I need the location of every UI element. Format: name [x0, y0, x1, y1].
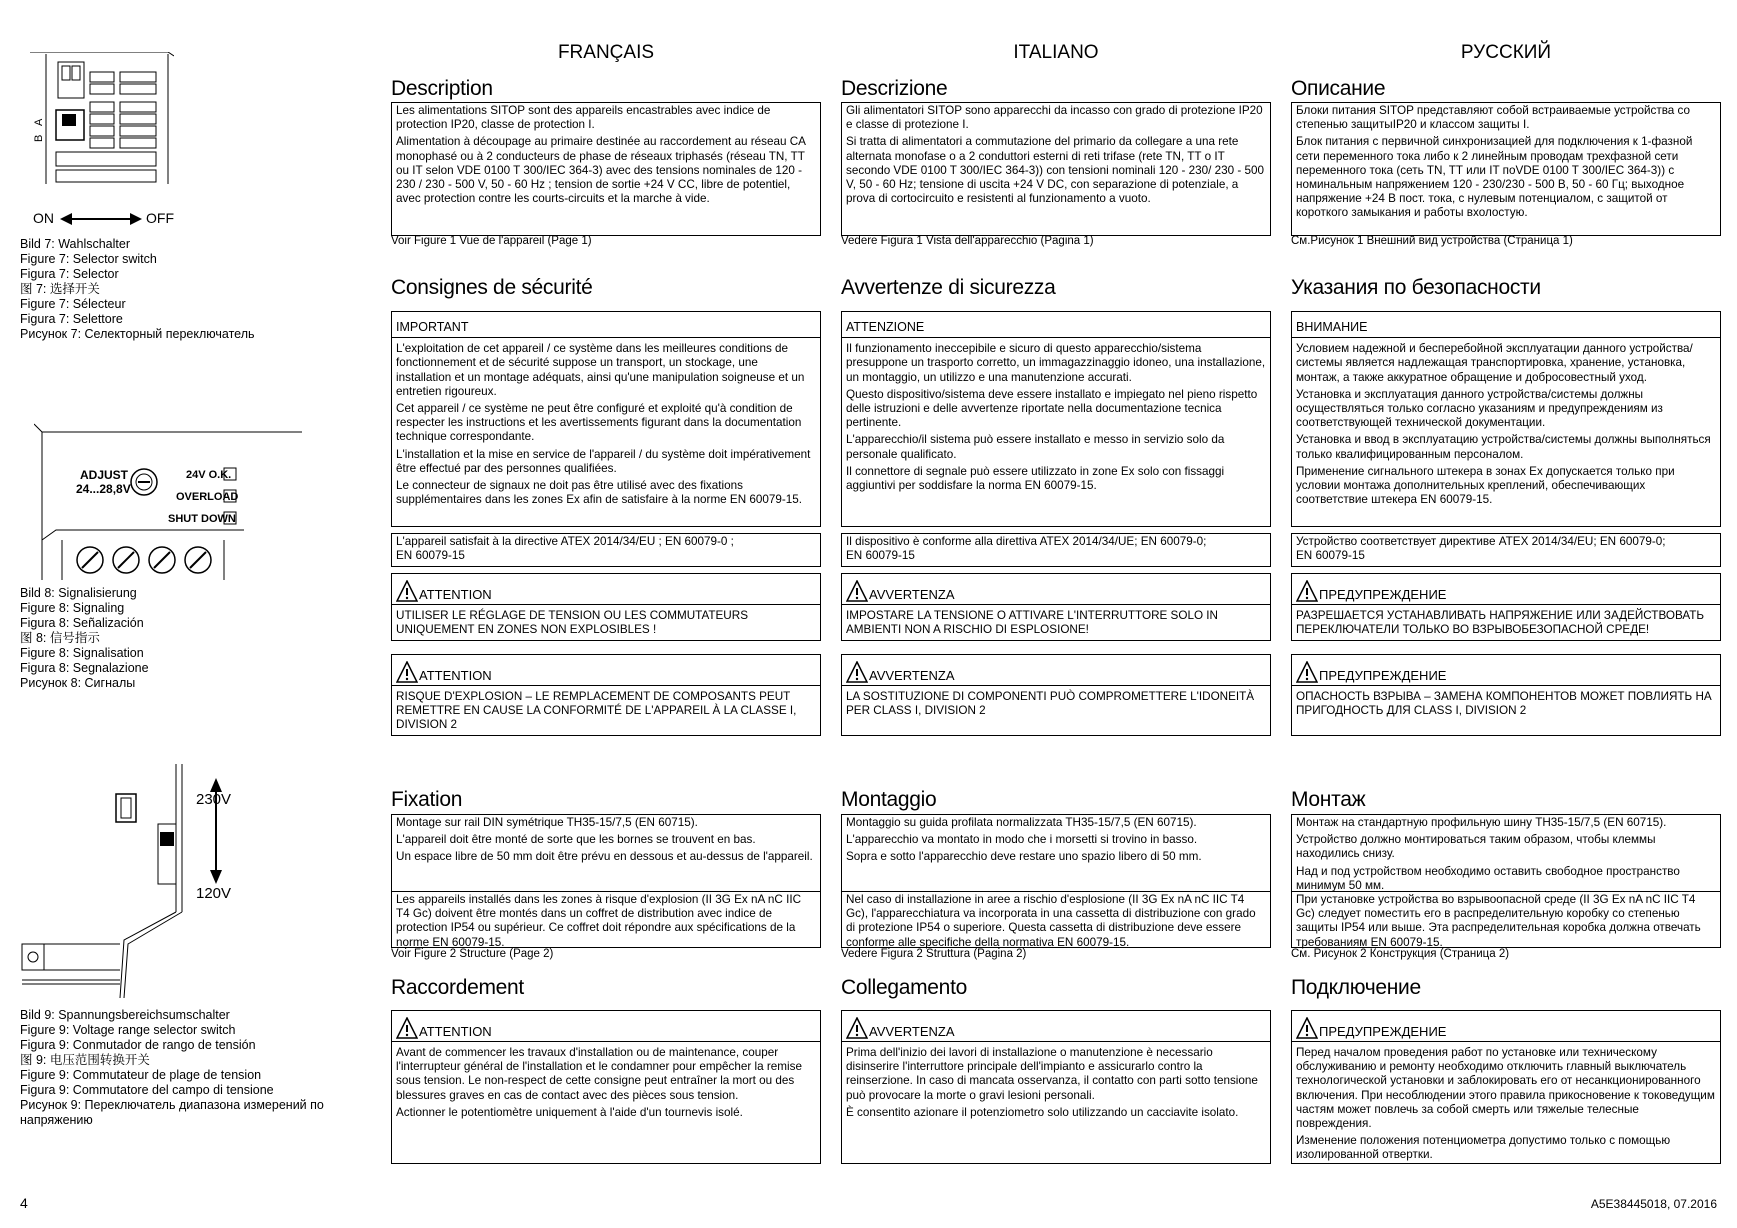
connection-paragraph: Prima dell'inizio dei lavori di installazione o manutenzione è necessario disinserire l'interruttore principale dell'impianto e assicurarlo contro la reinserzione. In caso di mancata osservanza, il contatto con parti sotto tensione può provocare la morte o gravi lesioni personali. [846, 1046, 1258, 1102]
warning-triangle-icon [1296, 580, 1318, 602]
warning-triangle-icon [1296, 1017, 1318, 1039]
safety-heading: Указания по безопасности [1291, 276, 1541, 299]
connection-heading: Collegamento [841, 976, 967, 999]
important-paragraph: Условием надежной и бесперебойной эксплуатации данного устройства/системы является надлежащая транспортировка, хранение, установка, монтаж, а также аккуратное обращение и добросовестный уход. [1296, 342, 1693, 384]
connection-paragraph: Изменение положения потенциометра допустимо только с помощью изолированной отвертки. [1296, 1134, 1671, 1162]
description-heading: Description [391, 77, 493, 100]
important-box [1291, 311, 1721, 527]
warning-box-1 [391, 573, 821, 641]
mounting-paragraph: Un espace libre de 50 mm doit être prévu en dessous et au-dessus de l'appareil. [396, 850, 813, 864]
atex-box: Il dispositivo è conforme alla direttiva ATEX 2014/34/UE; EN 60079-0; EN 60079-15 [841, 533, 1271, 567]
warning-title [1292, 656, 1720, 686]
safety-heading: Consignes de sécurité [391, 276, 593, 299]
mounting-ex-box: Nel caso di installazione in aree a rischio d'esplosione (II 3G Ex nA nC IIC T4 Gc), l'apparecchiatura va incorporata in una cassetta di distribuzione con grado di protezione IP54 o superiore. Questa cassetta di distribuzione deve essere conforme alle specifiche della normativa EN 60079-15. [841, 891, 1271, 948]
overload-label: OVERLOAD [176, 491, 239, 503]
safety-heading: Avvertenze di sicurezza [841, 276, 1056, 299]
description-paragraph: Gli alimentatori SITOP sono apparecchi da incasso con grado di protezione IP20 e classe di protezione I. [846, 104, 1263, 132]
connection-heading: Raccordement [391, 976, 524, 999]
description-paragraph: Alimentation à découpage au primaire destinée au raccordement au réseau CA monophasé ou à 2 conducteurs de phase de réseaux triphasés (réseau TN, TT ou IT selon VDE 0100 T 300/IEC 364-3) avec des tensions nominales de 120 - 230 / 230 - 500 V, 50 - 60 Hz ; tension de sortie +24 V CC, libre de potentiel, avec protection contre les courts-circuits et la marche à vide. [396, 135, 806, 206]
v230-label: 230V [196, 791, 232, 808]
warning-triangle-icon [396, 1017, 418, 1039]
warning-title [842, 1012, 1270, 1042]
description-heading: Descrizione [841, 77, 948, 100]
connection-warning-box [391, 1010, 821, 1164]
important-heading: ATTENZIONE [842, 312, 1270, 338]
mounting-paragraph: Устройство должно монтироваться таким образом, чтобы клеммы находились снизу. [1296, 833, 1656, 861]
connection-heading: Подключение [1291, 976, 1421, 999]
important-paragraph: Questo dispositivo/sistema deve essere installato e impiegato nel pieno rispetto delle istruzioni e delle avvertenze riportate nella documentazione tecnica pertinente. [846, 387, 1258, 430]
mounting-paragraph: Sopra e sotto l'apparecchio deve restare uno spazio libero di 50 mm. [846, 850, 1202, 864]
switch-label-a: A [33, 118, 45, 126]
important-box [391, 311, 821, 527]
mounting-paragraph: L'apparecchio va montato in modo che i morsetti si trovino in basso. [846, 833, 1198, 847]
ok-label: 24V O.K. [186, 469, 232, 481]
language-heading: FRANÇAIS [557, 42, 655, 63]
warning-text: RISQUE D'EXPLOSION – LE REMPLACEMENT DE COMPOSANTS PEUT REMETTRE EN CAUSE LA CONFORMITÉ DE L'APPAREIL À LA CLASSE I, DIVISION 2 [396, 690, 797, 732]
warning-title-text: AVVERTENZA [869, 1023, 955, 1039]
voltage-selector-figure [20, 764, 246, 998]
description-figure-note: Vedere Figura 1 Vista dell'apparecchio (Pagina 1) [841, 235, 1094, 247]
mounting-paragraph: Montage sur rail DIN symétrique TH35-15/7,5 (EN 60715). [396, 816, 698, 829]
warning-title [842, 575, 1270, 605]
adjust-label: ADJUST [80, 468, 129, 482]
warning-title-text: ATTENTION [419, 667, 492, 683]
mounting-paragraph: Монтаж на стандартную профильную шину TH35-15/7,5 (EN 60715). [1296, 816, 1667, 829]
mounting-figure-note: Vedere Figura 2 Struttura (Pagina 2) [841, 948, 1027, 960]
warning-text: РАЗРЕШАЕТСЯ УСТАНАВЛИВАТЬ НАПРЯЖЕНИЕ ИЛИ ЗАДЕЙСТВОВАТЬ ПЕРЕКЛЮЧАТЕЛИ ТОЛЬКО ВО ВЗРЫВОБЕЗОПАСНОЙ СРЕДЕ! [1296, 609, 1705, 637]
connection-paragraph: Actionner le potentiomètre uniquement à l'aide d'un tournevis isolé. [396, 1105, 743, 1119]
adjust-range-label: 24...28,8V [76, 482, 131, 496]
connection-warning-box [1291, 1010, 1721, 1164]
warning-box-1 [1291, 573, 1721, 641]
description-figure-note: См.Рисунок 1 Внешний вид устройства (Страница 1) [1291, 235, 1573, 247]
warning-box-2 [391, 654, 821, 736]
important-box [841, 311, 1271, 527]
mounting-ex-box: При установке устройства во взрывоопасной среде (II 3G Ex nA nC IIC T4 Gc) следует поместить его в распределительную коробку со степенью защиты IP54 или выше. Эта распределительная коробка должна отвечать требованиям EN 60079-15. [1291, 891, 1721, 948]
important-paragraph: Il connettore di segnale può essere utilizzato in zone Ex solo con fissaggi aggiuntivi per soddisfare la norma EN 60079-15. [846, 464, 1225, 493]
atex-box: L'appareil satisfait à la directive ATEX 2014/34/EU ; EN 60079-0 ; EN 60079-15 [391, 533, 821, 567]
figure-9-caption: Bild 9: Spannungsbereichsumschalter Figure 9: Voltage range selector switch Figura 9: Conmutador de rango de tensión 图 9: 电压范围转换开关 Figure 9: Commutateur de plage de tension Figura 9: Commutatore del campo di tensione Рисунок 9: Переключатель диапазона измерений по напряжению [20, 1008, 324, 1127]
important-paragraph: L'installation et la mise en service de l'appareil / du système doit impérativement être effectué par des personnes qualifiées. [396, 447, 811, 475]
mounting-figure-note: См. Рисунок 2 Конструкция (Страница 2) [1291, 948, 1510, 960]
warning-title-text: ATTENTION [419, 1023, 492, 1039]
page-number: 4 [20, 1195, 28, 1211]
figure-7-caption: Bild 7: Wahlschalter Figure 7: Selector switch Figura 7: Selector 图 7: 选择开关 Figure 7: Sélecteur Figura 7: Selettore Рисунок 7: Селекторный переключатель [20, 237, 255, 341]
important-paragraph: L'exploitation de cet appareil / ce système dans les meilleures conditions de fonctionnement et de sécurité suppose un transport, un stockage, une installation et un montage adéquats, ainsi qu'une manipulation soigneuse et un entretien rigoureux. [396, 342, 805, 398]
connection-paragraph: Перед началом проведения работ по установке или техническому обслуживанию и ремонту необходимо отключить главный выключатель технологической установки и заблокировать его от несанкционированного включения. При несоблюдении этого правила прикосновение к токоведущим частям может повлечь за собой смерть или тяжелые телесные повреждения. [1296, 1046, 1715, 1131]
warning-title-text: AVVERTENZA [869, 586, 955, 602]
warning-title [1292, 575, 1720, 605]
warning-title [842, 656, 1270, 686]
warning-triangle-icon [396, 661, 418, 683]
warning-title-text: ATTENTION [419, 586, 492, 602]
description-figure-note: Voir Figure 1 Vue de l'appareil (Page 1) [391, 235, 592, 247]
mounting-heading: Fixation [391, 788, 463, 811]
warning-text: IMPOSTARE LA TENSIONE O ATTIVARE L'INTERRUTTORE SOLO IN AMBIENTI NON A RISCHIO DI ESPLOSIONE! [846, 609, 1218, 637]
important-paragraph: Il funzionamento ineccepibile e sicuro di questo apparecchio/sistema presuppone un trasporto corretto, un immagazzinaggio idoneo, una installazione, un montaggio, un utilizzo e una manutenzione accurati. [846, 342, 1266, 384]
warning-title [392, 1012, 820, 1042]
important-paragraph: Применение сигнального штекера в зонах Ex допускается только при условии монтажа дополнительных креплений, обеспечивающих соответствие штекера EN 60079-15. [1296, 464, 1675, 507]
warning-title-text: AVVERTENZA [869, 667, 955, 683]
warning-triangle-icon [396, 580, 418, 602]
description-paragraph: Si tratta di alimentatori a commutazione del primario da collegare a una rete alternata monofase o a 2 conduttori esterni di reti trifase (rete TN, TT o IT secondo VDE 0100 T 300/IEC 364-3)) con tensioni nominali 120 - 230/ 230 - 500 V, 50 - 60 Hz; tensione di uscita +24 V DC, con separazione di potenziale, a prova di cortocircuito e resistenti al funzionamento a vuoto. [846, 135, 1264, 206]
mounting-ex-box: Les appareils installés dans les zones à risque d'explosion (II 3G Ex nA nC IIC T4 Gc) doivent être montés dans un coffret de distribution avec indice de protection IP54 ou supérieur. Ce coffret doit répondre aux spécifications de la norme EN 60079-15. [391, 891, 821, 948]
warning-title [392, 575, 820, 605]
important-heading: IMPORTANT [392, 312, 820, 338]
warning-box-2 [1291, 654, 1721, 736]
warning-text: UTILISER LE RÉGLAGE DE TENSION OU LES COMMUTATEURS UNIQUEMENT EN ZONES NON EXPLOSIBLES ! [396, 609, 748, 637]
warning-box-1 [841, 573, 1271, 641]
warning-title [1292, 1012, 1720, 1042]
double-arrow-icon [60, 212, 142, 226]
description-paragraph: Блоки питания SITOP представляют собой встраиваемые устройства со степенью защитыIP20 и классом защиты I. [1296, 104, 1691, 132]
mounting-paragraph: Montaggio su guida profilata normalizzata TH35-15/7,5 (EN 60715). [846, 816, 1197, 829]
warning-triangle-icon [846, 661, 868, 683]
important-paragraph: Cet appareil / ce système ne peut être configuré et exploité qu'à condition de respecter les instructions et les avertissements figurant dans la documentation technique correspondante. [396, 402, 802, 444]
important-paragraph: Le connecteur de signaux ne doit pas être utilisé avec des fixations supplémentaires dans les zones Ex afin de satisfaire à la norme EN 60079-15. [396, 479, 803, 507]
language-heading: ITALIANO [1013, 42, 1099, 63]
mounting-heading: Montaggio [841, 788, 937, 811]
important-paragraph: Установка и эксплуатация данного устройства/системы должны осуществляться только согласно указаниям и предупреждениям из соответствующей технической документации. [1296, 387, 1663, 430]
description-box [1291, 102, 1721, 236]
description-box [841, 102, 1271, 236]
important-heading: ВНИМАНИЕ [1292, 312, 1720, 338]
connection-paragraph: È consentito azionare il potenziometro solo utilizzando un cacciavite isolato. [846, 1105, 1239, 1119]
warning-triangle-icon [1296, 661, 1318, 683]
document-id: A5E38445018, 07.2016 [1590, 1197, 1717, 1211]
language-heading: РУССКИЙ [1460, 42, 1552, 63]
warning-text: ОПАСНОСТЬ ВЗРЫВА – ЗАМЕНА КОМПОНЕНТОВ МОЖЕТ ПОВЛИЯТЬ НА ПРИГОДНОСТЬ ДЛЯ CLASS I, DIVISION 2 [1296, 690, 1712, 718]
description-paragraph: Les alimentations SITOP sont des appareils encastrables avec indice de protection IP20, classe de protection I. [396, 104, 771, 132]
warning-title-text: ПРЕДУПРЕЖДЕНИЕ [1319, 667, 1447, 683]
figure-8-caption: Bild 8: Signalisierung Figure 8: Signaling Figura 8: Señalización 图 8: 信号指示 Figure 8: Signalisation Figura 8: Segnalazione Рисунок 8: Сигналы [20, 586, 149, 690]
switch-label-b: B [33, 134, 45, 142]
description-heading: Описание [1291, 77, 1386, 100]
atex-box: Устройство соответствует директиве ATEX 2014/34/EU; EN 60079-0; EN 60079-15 [1291, 533, 1721, 567]
warning-title-text: ПРЕДУПРЕЖДЕНИЕ [1319, 1023, 1447, 1039]
on-label: ON [33, 210, 54, 226]
warning-triangle-icon [846, 580, 868, 602]
v120-label: 120V [196, 885, 232, 902]
mounting-heading: Монтаж [1291, 788, 1366, 811]
connection-warning-box [841, 1010, 1271, 1164]
warning-triangle-icon [846, 1017, 868, 1039]
selector-switch-figure [28, 52, 174, 184]
description-paragraph: Блок питания с первичной синхронизацией для подключения к 1-фазной сети переменного тока либо к 2 линейным проводам трехфазной сети переменного тока (сеть TN, TT или IT поVDE 0100 T 300/IEC 364-3)) с номинальным напряжением 120 - 230/230 - 500 В, 50 - 60 Гц; выходное напряжение +24 В пост. тока, с нулевым потенциалом, с защитой от короткого замыкания и работы вхолостую. [1296, 135, 1693, 220]
connection-paragraph: Avant de commencer les travaux d'installation ou de maintenance, couper l'interrupteur général de l'installation et le condamner pour empêcher la remise sous tension. Le non-respect de cette consigne peut entraîner la mort ou des blessures graves en cas de contact avec des pièces sous tension. [396, 1046, 802, 1102]
mounting-figure-note: Voir Figure 2 Structure (Page 2) [391, 948, 554, 960]
important-paragraph: Установка и ввод в эксплуатацию устройства/системы должны выполняться только квалифицированным персоналом. [1296, 433, 1711, 461]
warning-title-text: ПРЕДУПРЕЖДЕНИЕ [1319, 586, 1447, 602]
shutdown-label: SHUT DOWN [168, 513, 236, 525]
mounting-paragraph: Над и под устройством необходимо оставить свободное пространство минимум 50 мм. [1296, 864, 1680, 892]
off-label: OFF [146, 210, 174, 226]
warning-text: LA SOSTITUZIONE DI COMPONENTI PUÒ COMPROMETTERE L'IDONEITÀ PER CLASS I, DIVISION 2 [846, 690, 1255, 718]
important-paragraph: L'apparecchio/il sistema può essere installato e messo in servizio solo da personale qualificato. [846, 433, 1225, 461]
warning-box-2 [841, 654, 1271, 736]
signaling-figure [34, 420, 304, 582]
description-box [391, 102, 821, 236]
mounting-paragraph: L'appareil doit être monté de sorte que les bornes se trouvent en bas. [396, 833, 756, 847]
warning-title [392, 656, 820, 686]
